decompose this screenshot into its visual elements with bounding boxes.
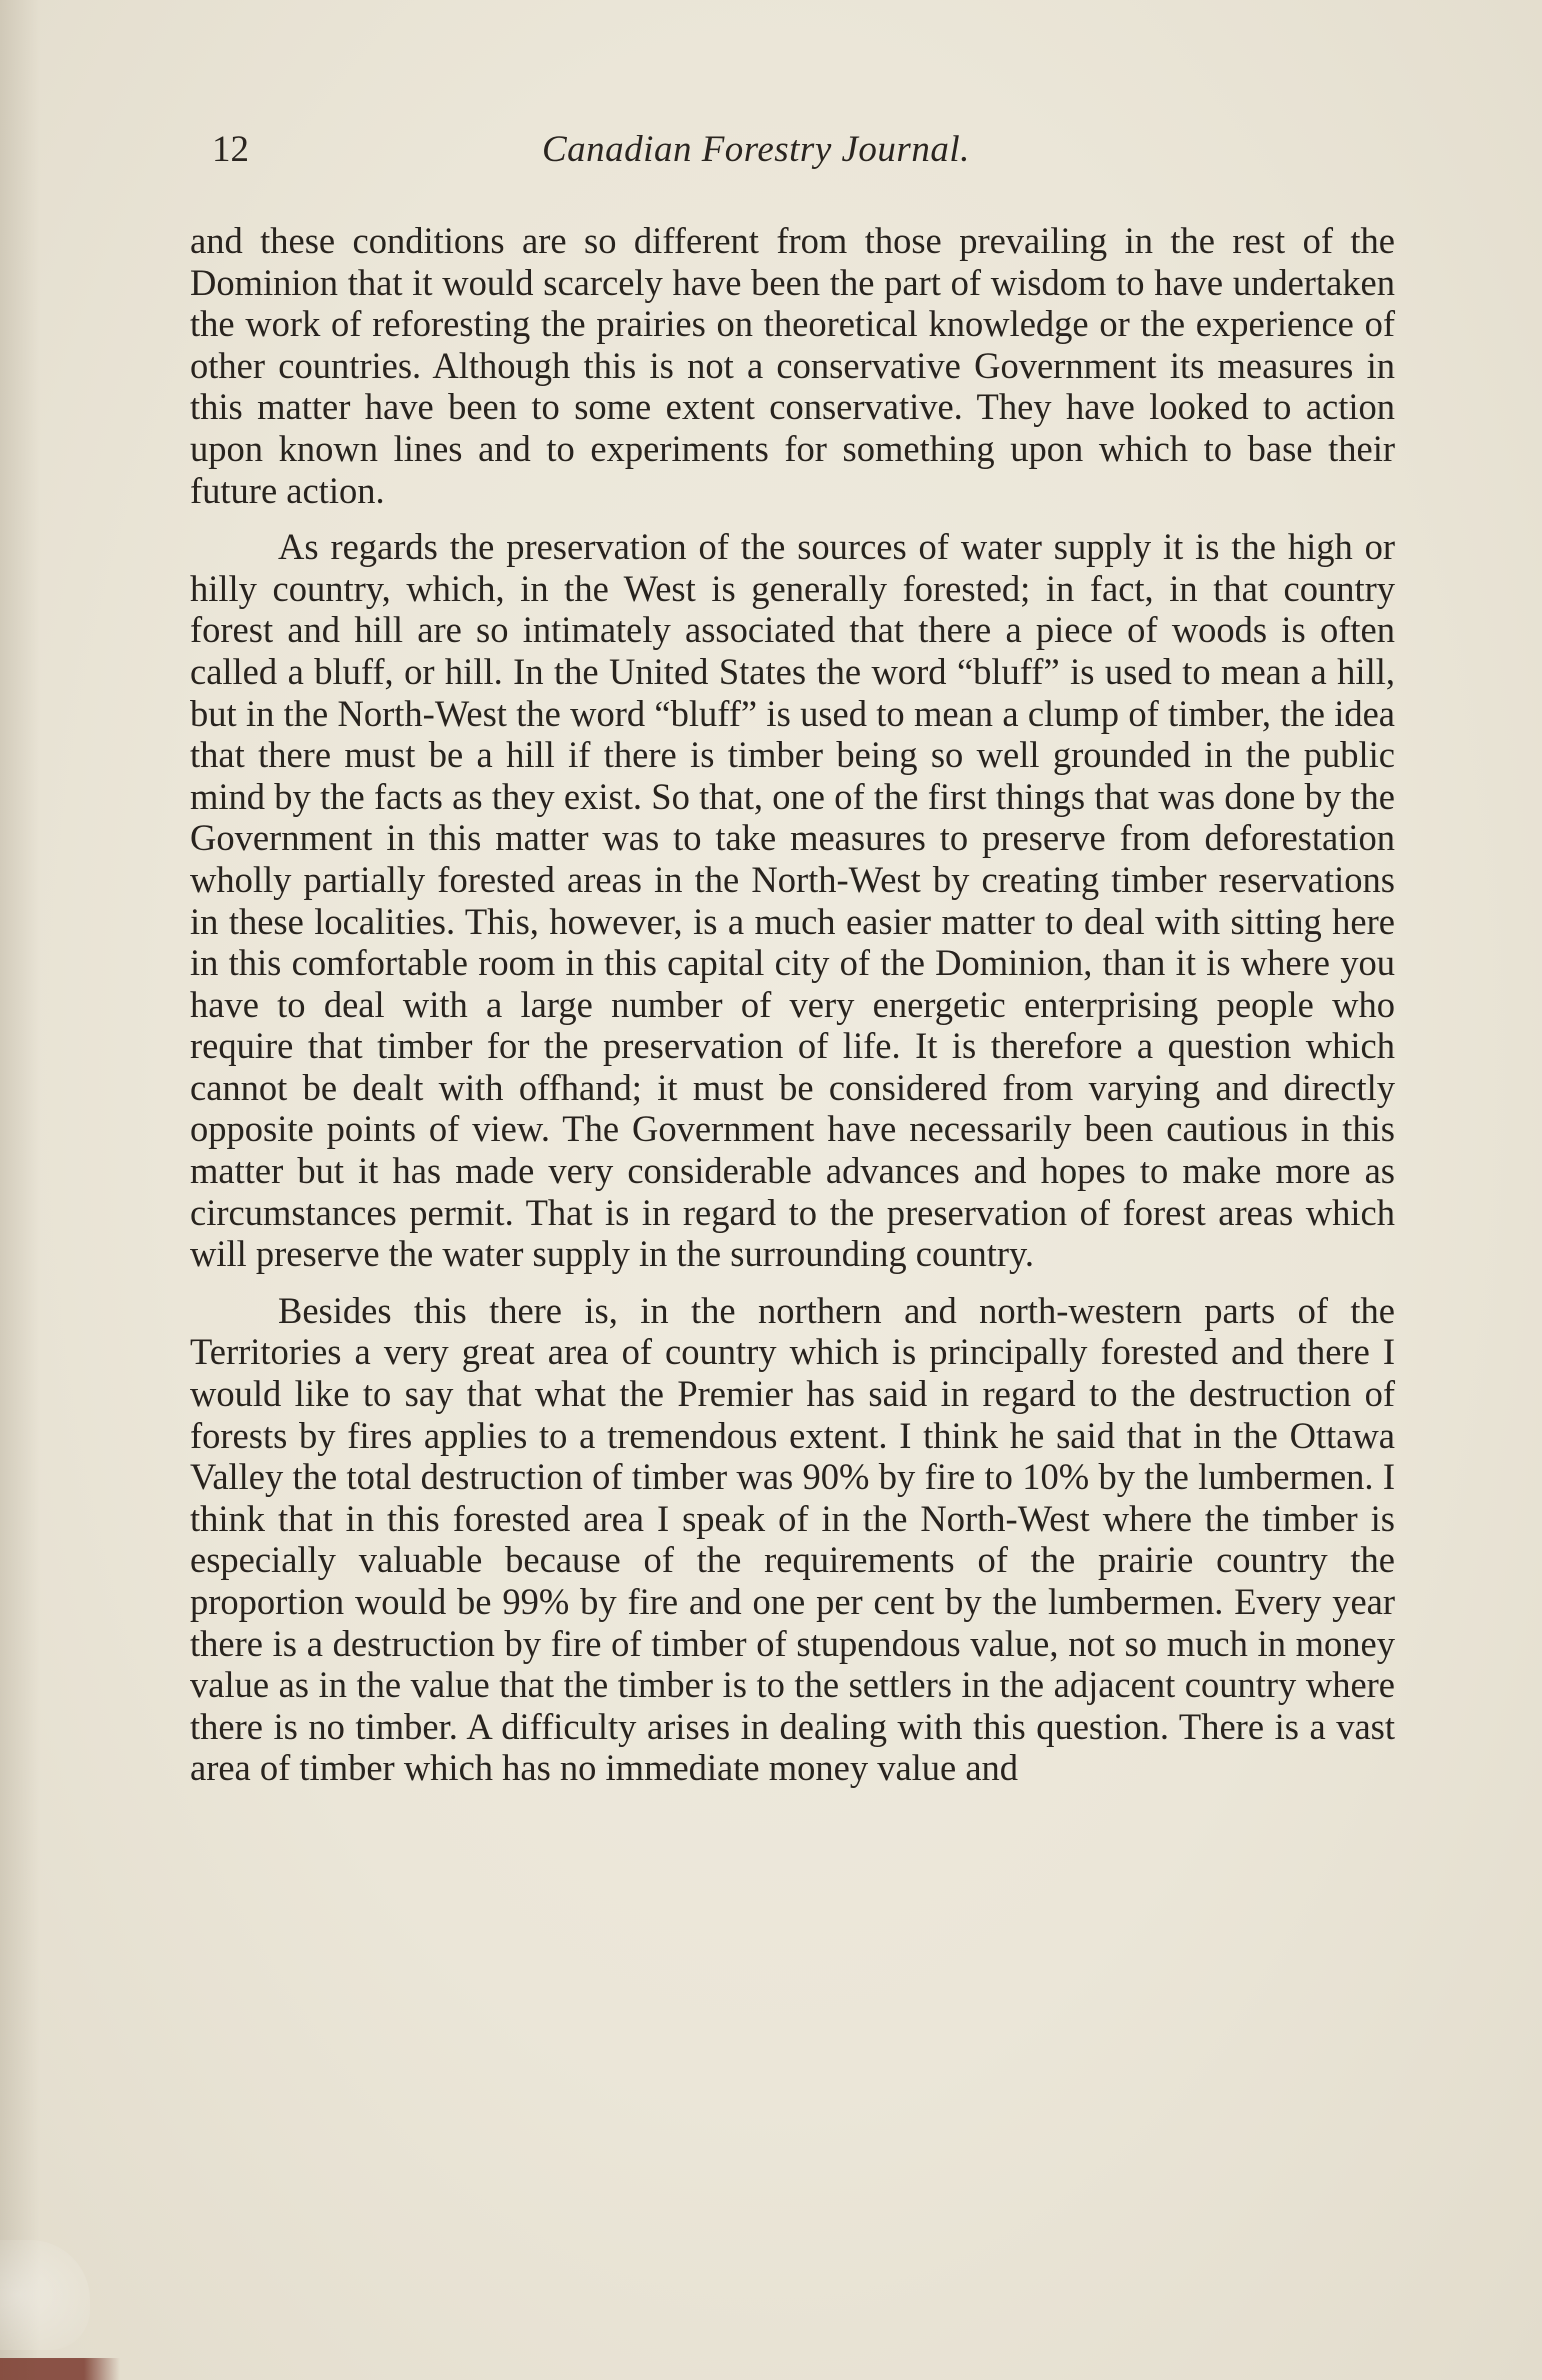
running-title: Canadian Forestry Journal. (542, 129, 970, 170)
spine-shadow (0, 0, 40, 2380)
page-number: 12 (212, 129, 249, 170)
paragraph-continuation: and these conditions are so different from those prevailing in the rest of the Dominion that it would scarcely have been the part of wisdom to have undertaken the work of reforesting the prairies on theoretical knowledge or the experience of other countries. Although this is not a conservative Government its measures in this matter have been to some extent conservative. They have looked to action upon known lines and to experiments for something upon which to base their future action. (190, 220, 1395, 511)
article-body (190, 220, 1395, 1789)
binding-edge-mark (0, 2358, 120, 2380)
paragraph-water-supply: As regards the preservation of the sources of water supply it is the high or hilly country, which, in the West is generally forested; in fact, in that country forest and hill are so intimately associated that there a piece of woods is often called a bluff, or hill. In the United States the word “bluff” is used to mean a hill, but in the North-West the word “bluff” is used to mean a clump of timber, the idea that there must be a hill if there is timber being so well grounded in the public mind by the facts as they exist. So that, one of the first things that was done by the Government in this matter was to take measures to preserve from deforestation wholly partially forested areas in the North-West by creating timber reservations in these localities. This, however, is a much easier matter to deal with sitting here in this comfortable room in this capital city of the Dominion, than it is where you have to deal with a large number of very energetic enterprising people who require that timber for the preservation of life. It is therefore a question which cannot be dealt with offhand; it must be considered from varying and directly opposite points of view. The Government have necessarily been cautious in this matter but it has made very considerable advances and hopes to make more as circumstances permit. That is in regard to the preservation of forest areas which will preserve the water supply in the surrounding country. (190, 526, 1395, 1275)
paper-emboss-mark (0, 2240, 90, 2350)
page-header (212, 128, 1052, 188)
paragraph-forest-fires: Besides this there is, in the northern and north-western parts of the Territories a very great area of country which is principally forested and there I would like to say that what the Premier has said in regard to the destruction of forests by fires applies to a tremendous extent. I think he said that in the Ottawa Valley the total destruction of timber was 90% by fire to 10% by the lumbermen. I think that in this forested area I speak of in the North-West where the timber is especially valuable because of the requirements of the prairie country the proportion would be 99% by fire and one per cent by the lumbermen. Every year there is a destruction by fire of timber of stupendous value, not so much in money value as in the value that the timber is to the settlers in the adjacent country where there is no timber. A difficulty arises in dealing with this question. There is a vast area of timber which has no immediate money value and (190, 1289, 1395, 1789)
